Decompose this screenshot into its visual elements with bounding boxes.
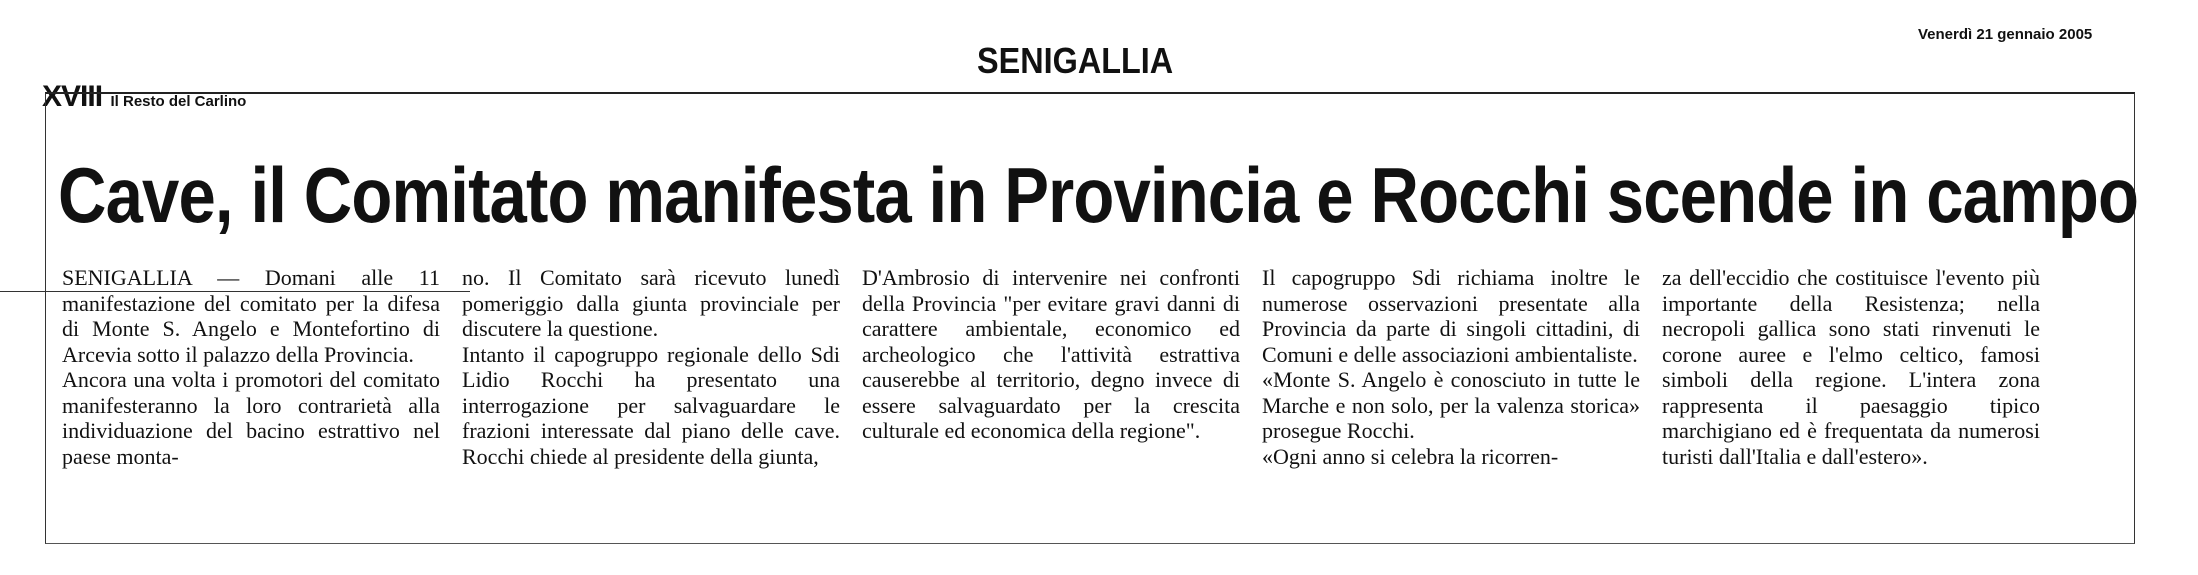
article-column-4	[1262, 265, 1640, 469]
article-paragraph: Ancora una volta i promotori del comitato manifesteranno la loro contrarietà alla individuazione del bacino estrattivo nel paese monta-	[62, 367, 440, 469]
article-paragraph: SENIGALLIA — Domani alle 11 manifestazione del comitato per la difesa di Monte S. Angelo e Montefortino di Arcevia sotto il palazzo della Provincia.	[62, 265, 440, 367]
page-number: XVIII	[42, 80, 103, 113]
article-body	[62, 265, 2040, 469]
issue-date: Venerdì 21 gennaio 2005	[1918, 26, 2093, 43]
newspaper-name: Il Resto del Carlino	[110, 93, 247, 110]
article-paragraph: za dell'eccidio che costituisce l'evento più importante della Resistenza; nella necropoli gallica sono stati rinvenuti le corone auree e l'elmo celtico, famosi simboli della regione. L'intera zona rappresenta il paesaggio tipico marchigiano ed è frequentata da numerosi turisti dall'Italia e dall'estero».	[1662, 265, 2040, 469]
article-column-2	[462, 265, 840, 469]
article-column-1	[62, 265, 440, 469]
article-paragraph: no. Il Comitato sarà ricevuto lunedì pomeriggio dalla giunta provinciale per discutere la questione.	[462, 265, 840, 341]
article-headline: Cave, il Comitato manifesta in Provincia e Rocchi scende in campo	[58, 151, 2139, 239]
section-title: SENIGALLIA	[977, 40, 1174, 81]
article-column-5	[1662, 265, 2040, 469]
article-column-3	[862, 265, 1240, 469]
article-paragraph: D'Ambrosio di intervenire nei confronti della Provincia "per evitare gravi danni di carattere ambientale, economico ed archeologico che l'attività estrattiva causerebbe al territorio, degno invece di essere salvaguardato per la crescita culturale ed economica della regione".	[862, 265, 1240, 443]
article-paragraph: «Monte S. Angelo è conosciuto in tutte le Marche e non solo, per la valenza storica» prosegue Rocchi.	[1262, 367, 1640, 443]
article-paragraph: Il capogruppo Sdi richiama inoltre le numerose osservazioni presentate alla Provincia da parte di singoli cittadini, di Comuni e delle associazioni ambientaliste.	[1262, 265, 1640, 367]
article-paragraph: Intanto il capogruppo regionale dello Sdi Lidio Rocchi ha presentato una interrogazione per salvaguardare le frazioni interessate dal piano delle cave. Rocchi chiede al presidente della giunta,	[462, 341, 840, 469]
article-paragraph: «Ogni anno si celebra la ricorren-	[1262, 443, 1559, 469]
